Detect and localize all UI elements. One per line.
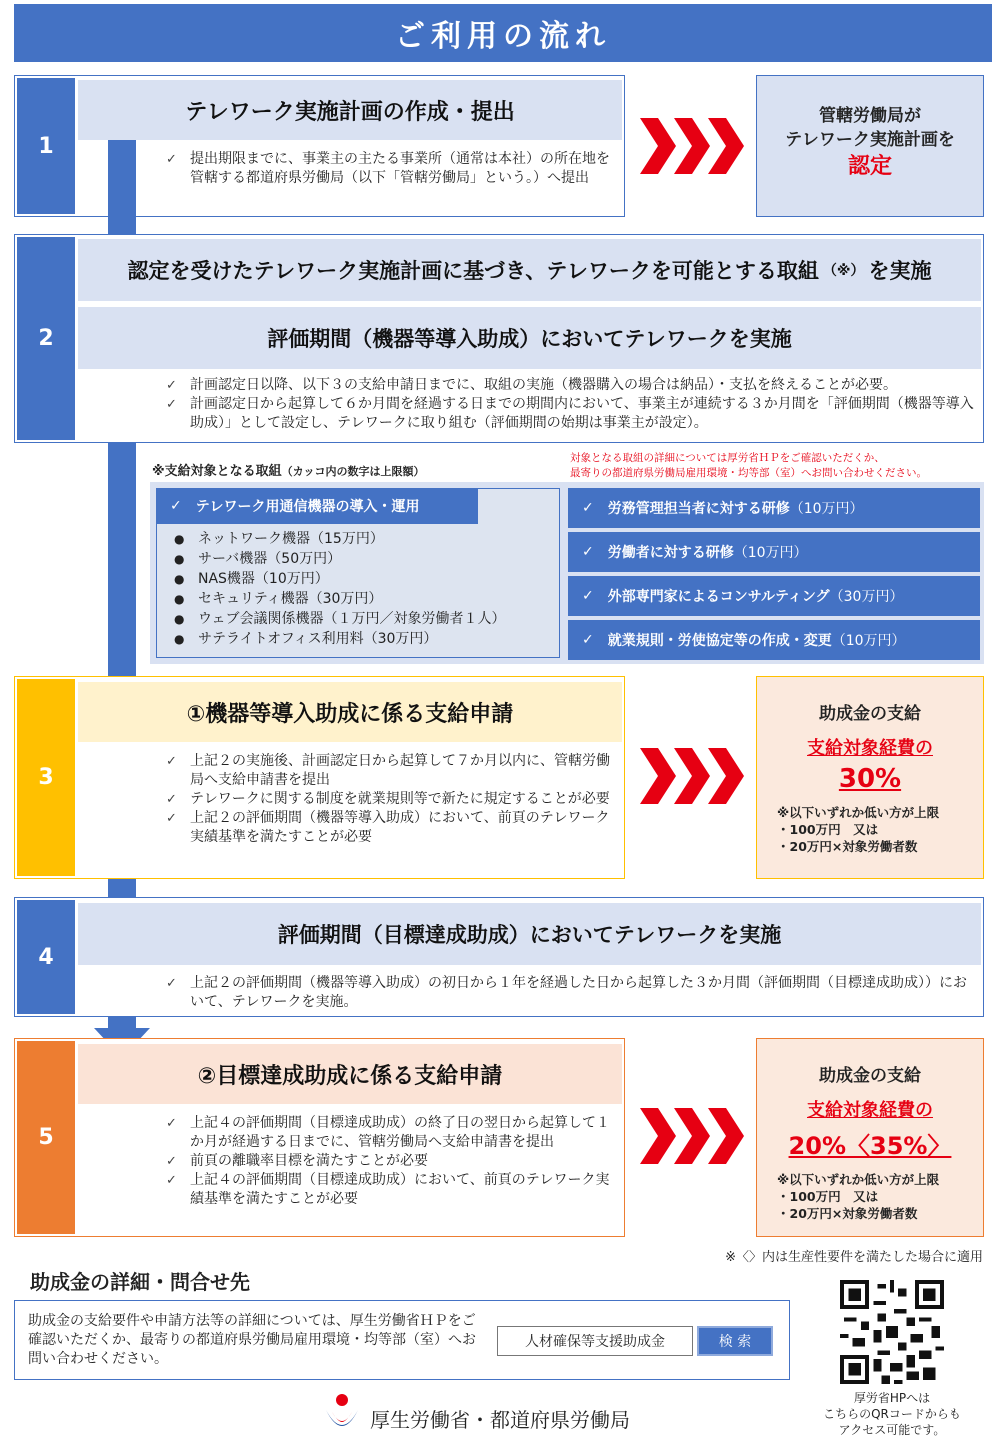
check-item: ✓ 上記２の評価期間（機器等導入助成）の初日から１年を経過した日から起算した３か月間（評価期間（目標達成助成））において、テレワークを実施。 <box>160 974 975 1012</box>
step-4-title: 評価期間（目標達成助成）においてテレワークを実施 <box>78 903 981 965</box>
program-right-item-1 <box>568 488 980 528</box>
step-2-title-main: 認定を受けたテレワーク実施計画に基づき、テレワークを可能とする取組 <box>127 259 819 283</box>
step-1-result <box>756 75 984 217</box>
qr-caption <box>815 1390 969 1438</box>
qr-caption-line: こちらのQRコードからも <box>823 1407 961 1421</box>
list-item: ● セキュリティ機器（30万円） <box>168 589 558 609</box>
program-label: 労働者に対する研修 <box>607 545 734 561</box>
step-3-title: ①機器等導入助成に係る支給申請 <box>78 682 622 742</box>
list-item: ● サーバ機器（50万円） <box>168 549 558 569</box>
check-item: ✓ 上記４の評価期間（目標達成助成）の終了日の翌日から起算して１か月が経過する日までに、管轄労働局へ支給申請書を提出 <box>160 1114 615 1152</box>
list-item: ● ネットワーク機器（15万円） <box>168 529 558 549</box>
programs-heading-text: ※支給対象となる取組 <box>152 464 282 479</box>
result-note: ※以下いずれか低い方が上限 <box>777 805 940 820</box>
step-3-result <box>756 676 984 879</box>
result-note: ・100万円 又は <box>777 822 879 837</box>
check-item: ✓ 上記２の実施後、計画認定日から起算して７か月以内に、管轄労働局へ支給申請書を提出 <box>160 752 615 790</box>
result-title: 助成金の支給 <box>819 1066 921 1086</box>
check-icon: ✓ <box>170 498 182 514</box>
result-title: 助成金の支給 <box>819 704 921 724</box>
program-amount: （30万円） <box>829 589 904 605</box>
program-label: 外部専門家によるコンサルティング <box>607 589 830 605</box>
program-left-list <box>168 529 558 649</box>
check-item: ✓ 計画認定日から起算して６か月間を経過する日までの期間内において、事業主が連続する３か月間を「評価期間（機器等導入助成）」として設定し、テレワークに取り組む（評価期間の始期は事業主が設定）。 <box>160 395 975 433</box>
program-right-item-3 <box>568 576 980 616</box>
step-2-number: 2 <box>17 237 75 440</box>
check-item: ✓ 上記２の評価期間（機器等導入助成）において、前頁のテレワーク実績基準を満たすことが必要 <box>160 809 615 847</box>
check-item: ✓ 前頁の離職率目標を満たすことが必要 <box>160 1152 615 1171</box>
result-rate: 20%〈35%〉 <box>788 1132 952 1160</box>
triple-chevron-right-icon <box>640 1108 744 1164</box>
red-note-line: 対象となる取組の詳細については厚労省ＨＰをご確認いただくか、 <box>570 452 885 464</box>
step-5-footnote: ※〈〉内は生産性要件を満たした場合に適用 <box>725 1250 983 1265</box>
result-highlight: 支給対象経費の <box>807 1100 933 1121</box>
step-4-number: 4 <box>17 900 75 1014</box>
step-2-checks <box>160 376 975 433</box>
result-line: 管轄労働局が <box>819 106 921 126</box>
check-item: ✓ 提出期限までに、事業主の主たる事業所（通常は本社）の所在地を管轄する都道府県労働局（以下「管轄労働局」という。）へ提出 <box>160 150 615 188</box>
step-1-number: 1 <box>17 78 75 214</box>
result-note: ・20万円×対象労働者数 <box>777 839 918 854</box>
program-left-title <box>156 488 478 524</box>
program-left-title-text: テレワーク用通信機器の導入・運用 <box>195 499 420 515</box>
triple-chevron-right-icon <box>640 748 744 804</box>
list-item: ● NAS機器（10万円） <box>168 569 558 589</box>
org-name: 厚生労働省・都道府県労働局 <box>370 1408 630 1432</box>
search-button[interactable]: 検 索 <box>697 1326 773 1356</box>
program-label: 就業規則・労使協定等の作成・変更 <box>607 633 832 649</box>
contact-body: 助成金の支給要件や申請方法等の詳細については、厚生労働省ＨＰをご確認いただくか、最寄りの都道府県労働局雇用環境・均等部（室）へお問い合わせください。 <box>28 1313 476 1367</box>
result-note: ・100万円 又は <box>777 1189 879 1204</box>
step-5-number: 5 <box>17 1041 75 1234</box>
step-5-title: ②目標達成助成に係る支給申請 <box>78 1044 622 1104</box>
check-icon: ✓ <box>582 500 594 516</box>
step-2-title-note: （※） <box>822 263 865 279</box>
check-item: ✓ 上記４の評価期間（目標達成助成）において、前頁のテレワーク実績基準を満たすことが必要 <box>160 1171 615 1209</box>
qr-caption-line: アクセス可能です。 <box>838 1423 946 1437</box>
result-highlight: 支給対象経費の <box>807 738 933 759</box>
step-5-checks <box>160 1114 615 1209</box>
step-3-number: 3 <box>17 679 75 876</box>
program-amount: （10万円） <box>733 545 808 561</box>
step-2-title-tail: を実施 <box>868 259 932 283</box>
result-line: テレワーク実施計画を <box>785 130 955 150</box>
result-note: ※以下いずれか低い方が上限 <box>777 1172 940 1187</box>
result-note: ・20万円×対象労働者数 <box>777 1206 918 1221</box>
qr-caption-line: 厚労省HPへは <box>853 1391 931 1405</box>
step-2-title <box>78 239 981 301</box>
programs-red-note <box>570 451 927 481</box>
step-5-result <box>756 1038 984 1237</box>
programs-heading <box>152 460 425 479</box>
list-item: ● サテライトオフィス利用料（30万円） <box>168 629 558 649</box>
step-1-checks <box>160 150 615 188</box>
step-1-connector <box>108 140 136 217</box>
contact-title: 助成金の詳細・問合せ先 <box>30 1270 250 1294</box>
qr-code-icon[interactable] <box>840 1280 944 1384</box>
step-2-subtitle: 評価期間（機器等導入助成）においてテレワークを実施 <box>78 307 981 369</box>
program-amount: （10万円） <box>831 633 906 649</box>
program-right-item-2 <box>568 532 980 572</box>
step-3-checks <box>160 752 615 847</box>
check-icon: ✓ <box>582 632 594 648</box>
mhlw-logo-icon <box>322 1392 362 1436</box>
check-icon: ✓ <box>582 544 594 560</box>
list-item: ● ウェブ会議関係機器（１万円／対象労働者１人） <box>168 609 558 629</box>
programs-heading-note: （カッコ内の数字は上限額） <box>281 465 425 478</box>
check-icon: ✓ <box>582 588 594 604</box>
program-label: 労務管理担当者に対する研修 <box>607 501 790 517</box>
triple-chevron-right-icon <box>640 118 744 174</box>
search-input[interactable]: 人材確保等支援助成金 <box>497 1326 693 1356</box>
check-item: ✓ テレワークに関する制度を就業規則等で新たに規定することが必要 <box>160 790 615 809</box>
program-amount: （10万円） <box>789 501 864 517</box>
program-right-item-4 <box>568 620 980 660</box>
step-4-checks <box>160 974 975 1012</box>
result-rate: 30% <box>838 764 902 794</box>
check-item: ✓ 計画認定日以降、以下３の支給申請日までに、取組の実施（機器購入の場合は納品）・支払を終えることが必要。 <box>160 376 975 395</box>
page-title: ご利用の流れ <box>14 4 992 62</box>
step-1-title: テレワーク実施計画の作成・提出 <box>78 80 622 140</box>
result-highlight: 認定 <box>847 154 892 179</box>
red-note-line: 最寄りの都道府県労働局雇用環境・均等部（室）へお問い合わせください。 <box>570 467 927 479</box>
